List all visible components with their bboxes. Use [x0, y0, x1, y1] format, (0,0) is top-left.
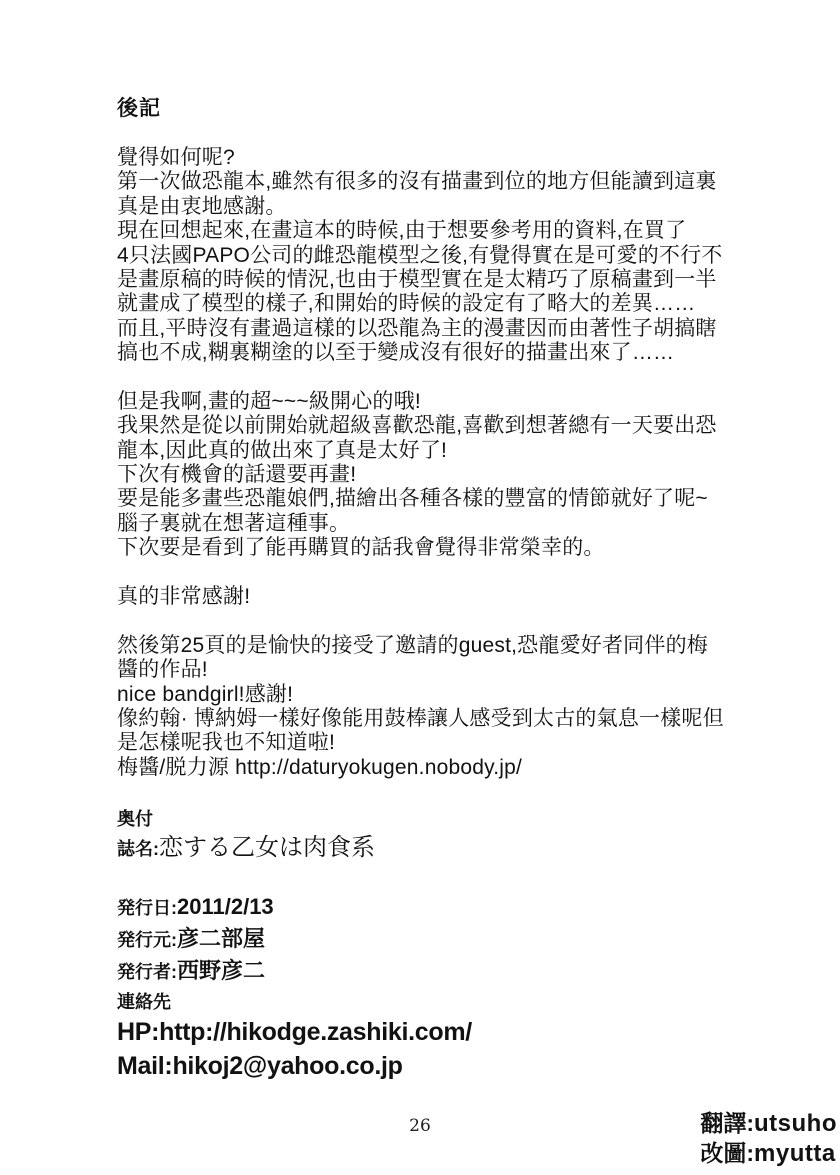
afterword-line: 真是由衷地感謝。 — [117, 194, 287, 218]
contact-row — [117, 1017, 472, 1051]
afterword-line: 下次要是看到了能再購買的話我會覺得非常榮幸的。 — [117, 536, 605, 560]
contact-row-label: HP: — [117, 1018, 160, 1046]
afterword-line: 像約翰· 博納姆一樣好像能用鼓棒讓人感受到太古的氣息一樣呢但 — [117, 706, 724, 730]
colophon-row — [117, 892, 472, 924]
afterword-line: 搞也不成,糊裏糊塗的以至于變成沒有很好的描畫出來了…… — [117, 341, 675, 365]
contact-row-label: Mail: — [117, 1052, 173, 1080]
colophon-row-label: 発行日: — [117, 898, 177, 918]
credit-line — [700, 1140, 837, 1170]
afterword-line: 梅醬/脱力源 http://daturyokugen.nobody.jp/ — [117, 755, 523, 779]
afterword-line: 現在回想起來,在畫這本的時候,由于想要參考用的資料,在買了 — [117, 219, 687, 243]
afterword-line: 我果然是從以前開始就超級喜歡恐龍,喜歡到想著總有一天要出恐 — [117, 414, 717, 438]
afterword-line: 而且,平時沒有畫過這樣的以恐龍為主的漫畫因而由著性子胡搞瞎 — [117, 316, 717, 340]
afterword-line: 4只法國PAPO公司的雌恐龍模型之後,有覺得實在是可愛的不行不 — [117, 243, 723, 267]
contact-rows — [117, 1017, 472, 1085]
credit-label: 翻譯: — [700, 1110, 755, 1136]
afterword-body — [117, 146, 757, 780]
afterword-line: 是怎樣呢我也不知道啦! — [117, 731, 336, 755]
colophon-heading: 奥付 — [117, 809, 153, 829]
colophon-rows — [117, 892, 472, 988]
book-title-label: 誌名: — [117, 839, 159, 859]
credit-label: 改圖: — [700, 1140, 755, 1166]
afterword-line: 但是我啊,畫的超~~~級開心的哦! — [117, 389, 421, 413]
afterword-line — [117, 366, 757, 390]
translation-credits — [700, 1110, 837, 1170]
page-number: 26 — [409, 1116, 431, 1136]
colophon-row-value: 彦二部屋 — [177, 926, 266, 951]
contact-row-value: hikoj2@yahoo.co.jp — [172, 1052, 403, 1080]
credit-value: myutta — [754, 1140, 836, 1167]
contact-row — [117, 1051, 472, 1085]
afterword-line: 就畫成了模型的樣子,和開始的時候的設定有了略大的差異…… — [117, 292, 696, 316]
afterword-line: 是畫原稿的時候的情況,也由于模型實在是太精巧了原稿畫到一半 — [117, 267, 717, 291]
afterword-heading: 後記 — [117, 97, 161, 120]
colophon-row-value: 2011/2/13 — [177, 894, 274, 919]
contact-row-value: http://hikodge.zashiki.com/ — [159, 1018, 472, 1046]
afterword-line — [117, 561, 757, 585]
credit-value: utsuho — [754, 1110, 837, 1137]
colophon-row-value: 西野彦二 — [177, 958, 266, 983]
colophon-row-label: 発行元: — [117, 930, 177, 950]
credit-line — [700, 1110, 837, 1140]
contact-heading: 連絡先 — [117, 992, 171, 1012]
afterword-line: 第一次做恐龍本,雖然有很多的沒有描畫到位的地方但能讀到這裏 — [117, 170, 717, 194]
book-title: 恋する乙女は肉食系 — [159, 834, 375, 861]
afterword-line — [117, 609, 757, 633]
afterword-line: 下次有機會的話還要再畫! — [117, 463, 357, 487]
afterword-line: 龍本,因此真的做出來了真是太好了! — [117, 438, 448, 462]
colophon — [117, 808, 472, 1085]
afterword-line: nice bandgirl!感謝! — [117, 682, 294, 706]
afterword-line: 然後第25頁的是愉快的接受了邀請的guest,恐龍愛好者同伴的梅 — [117, 633, 708, 657]
afterword-line: 腦子裏就在想著這種事。 — [117, 511, 351, 535]
colophon-row — [117, 924, 472, 956]
afterword-line: 真的非常感謝! — [117, 585, 251, 609]
colophon-row-label: 発行者: — [117, 962, 177, 982]
afterword-line: 覺得如何呢? — [117, 146, 235, 169]
afterword-line: 要是能多畫些恐龍娘們,描繪出各種各樣的豐富的情節就好了呢~ — [117, 487, 708, 511]
book-title-row — [117, 833, 472, 866]
afterword-line: 醬的作品! — [117, 658, 208, 682]
colophon-row — [117, 956, 472, 988]
